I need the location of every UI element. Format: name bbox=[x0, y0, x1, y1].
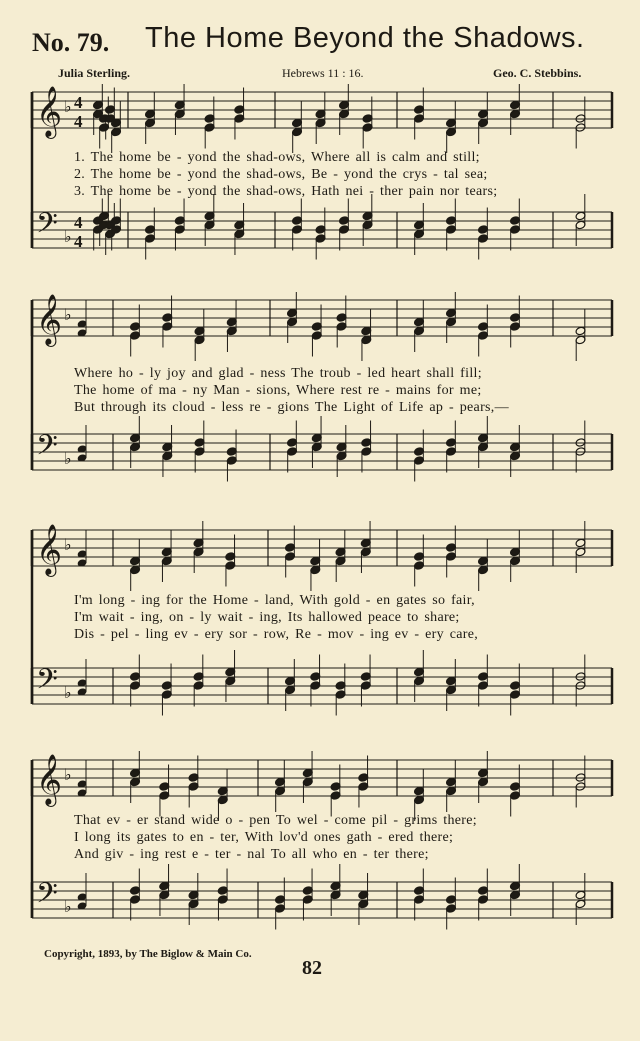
flat-icon: ♭ bbox=[64, 449, 72, 468]
treble-clef-icon: 𝄞 bbox=[36, 294, 63, 345]
lyric-verse-3: 3. The home be - yond the shad-ows, Hath nei - ther pain nor tears; bbox=[74, 184, 498, 199]
flat-icon: ♭ bbox=[64, 765, 72, 784]
hymn-number: No. 79. bbox=[32, 28, 110, 57]
lyric-verse-1: I'm long - ing for the Home - land, With gold - en gates so fair, bbox=[74, 593, 475, 608]
page-number: 82 bbox=[302, 957, 322, 979]
flat-icon: ♭ bbox=[64, 535, 72, 554]
time-signature-bottom: 4 bbox=[74, 112, 83, 131]
lyric-verse-1: 1. The home be - yond the shad-ows, Where all is calm and still; bbox=[74, 150, 480, 165]
scripture-reference: Hebrews 11 : 16. bbox=[282, 66, 364, 80]
lyrics-block-4 bbox=[74, 812, 614, 863]
flat-icon: ♭ bbox=[64, 897, 72, 916]
flat-icon: ♭ bbox=[64, 683, 72, 702]
flat-icon: ♭ bbox=[64, 97, 72, 116]
composer-credit: Geo. C. Stebbins. bbox=[493, 66, 582, 80]
lyrics-block-3 bbox=[74, 592, 614, 643]
treble-clef-icon: 𝄞 bbox=[36, 86, 63, 137]
lyric-verse-2: 2. The home be - yond the shad-ows, Be - yond the crys - tal sea; bbox=[74, 167, 488, 182]
flat-icon: ♭ bbox=[64, 305, 72, 324]
lyric-verse-3: And giv - ing rest e - ter - nal To all who en - ter there; bbox=[74, 847, 429, 862]
lyrics-block-2 bbox=[74, 365, 614, 416]
lyricist-credit: Julia Sterling. bbox=[58, 66, 131, 80]
bass-clef-icon: 𝄢 bbox=[36, 429, 58, 469]
lyric-verse-2: I long its gates to en - ter, With lov'd ones gath - ered there; bbox=[74, 830, 454, 845]
lyrics-block-1 bbox=[74, 149, 614, 200]
lyric-verse-3: But through its cloud - less re - gions The Light of Life ap - pears,— bbox=[74, 400, 509, 415]
time-signature-bottom: 4 bbox=[74, 232, 83, 251]
time-signature-top: 4 bbox=[74, 93, 83, 112]
bass-clef-icon: 𝄢 bbox=[36, 663, 58, 703]
treble-clef-icon: 𝄞 bbox=[36, 754, 63, 805]
time-signature-top: 4 bbox=[74, 213, 83, 232]
lyric-verse-3: Dis - pel - ling ev - ery sor - row, Re - mov - ing ev - ery care, bbox=[74, 627, 479, 642]
lyric-verse-2: The home of ma - ny Man - sions, Where rest re - mains for me; bbox=[74, 383, 482, 398]
lyric-verse-2: I'm wait - ing, on - ly wait - ing, Its hallowed peace to share; bbox=[74, 610, 460, 625]
lyric-verse-1: Where ho - ly joy and glad - ness The troub - led heart shall fill; bbox=[74, 366, 482, 381]
flat-icon: ♭ bbox=[64, 227, 72, 246]
bass-clef-icon: 𝄢 bbox=[36, 207, 58, 247]
copyright-notice: Copyright, 1893, by The Biglow & Main Co. bbox=[44, 948, 252, 960]
treble-clef-icon: 𝄞 bbox=[36, 524, 63, 575]
hymn-title: The Home Beyond the Shadows. bbox=[145, 22, 585, 54]
lyric-verse-1: That ev - er stand wide o - pen To wel - come pil - grims there; bbox=[74, 813, 477, 828]
bass-clef-icon: 𝄢 bbox=[36, 877, 58, 917]
